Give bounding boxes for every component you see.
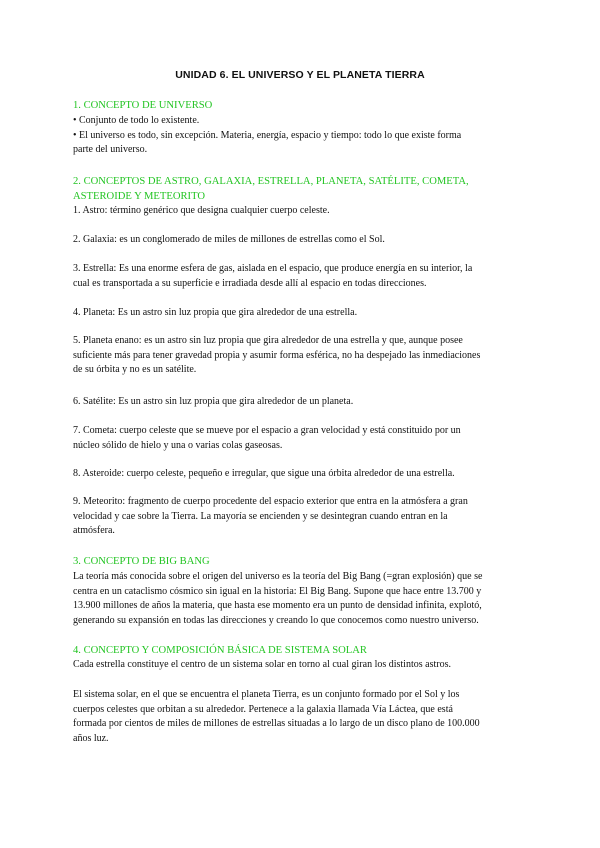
paragraph-line: La teoría más conocida sobre el origen del universo es la teoría del Big Bang (=gran explosión) que se	[73, 571, 483, 582]
paragraph-line: El sistema solar, en el que se encuentra el planeta Tierra, es un conjunto formado por el Sol y los	[73, 689, 460, 700]
section-body-universo	[73, 114, 533, 158]
item-line: 7. Cometa: cuerpo celeste que se mueve por el espacio a gran velocidad y está constituido por un	[73, 425, 461, 436]
heading-line: ASTEROIDE Y METEORITO	[73, 190, 206, 202]
bullet-line: • El universo es todo, sin excepción. Materia, energía, espacio y tiempo: todo lo que existe forma	[73, 129, 462, 141]
item-line: velocidad y cae sobre la Tierra. La mayoría se encienden y se desintegran cuando entran en la	[73, 510, 448, 522]
item-cometa	[73, 424, 533, 453]
item-line: cual es transportada a su superficie e irradiada desde allí al espacio en todas direcciones.	[73, 277, 427, 289]
item-line: núcleo sólido de hielo y una o varias colas gaseosas.	[73, 439, 283, 451]
item-line: 9. Meteorito: fragmento de cuerpo procedente del espacio exterior que entra en la atmósfera a gran	[73, 496, 468, 507]
item-satelite: 6. Satélite: Es un astro sin luz propia que gira alrededor de un planeta.	[73, 396, 354, 407]
paragraph-sistema-solar	[73, 688, 533, 746]
paragraph-estrella-centro: Cada estrella constituye el centro de un sistema solar en torno al cual giran los distintos astros.	[73, 659, 451, 670]
bullet-line: parte del universo.	[73, 144, 148, 155]
item-planeta-enano	[73, 334, 533, 378]
paragraph-line: cuerpos celestes que orbitan a su alrededor. Pertenece a la galaxia llamada Vía Láctea, que está	[73, 703, 453, 715]
paragraph-line: años luz.	[73, 732, 109, 744]
item-astro: 1. Astro: término genérico que designa cualquier cuerpo celeste.	[73, 205, 330, 216]
section-heading-big-bang: 3. CONCEPTO DE BIG BANG	[73, 556, 210, 567]
bullet-line: • Conjunto de todo lo existente.	[73, 115, 200, 126]
item-line: atmósfera.	[73, 525, 115, 536]
paragraph-line: formada por cientos de miles de millones de estrellas situadas a lo largo de un disco plano de 100.000	[73, 718, 480, 729]
heading-line: 2. CONCEPTOS DE ASTRO, GALAXIA, ESTRELLA, PLANETA, SATÉLITE, COMETA,	[73, 176, 469, 187]
item-line: 5. Planeta enano: es un astro sin luz propia que gira alrededor de una estrella y que, aunque posee	[73, 335, 463, 346]
item-line: de su órbita y no es un satélite.	[73, 364, 197, 375]
item-estrella	[73, 262, 533, 291]
item-asteroide: 8. Asteroide: cuerpo celeste, pequeño e irregular, que sigue una órbita alrededor de una estrella.	[73, 468, 455, 479]
paragraph-line: generando su expansión en todas las direcciones y creando lo que conocemos como nuestro universo.	[73, 614, 479, 626]
paragraph-line: centra en un cataclismo cósmico sin igual en la historia: El Big Bang. Supone que hace entre 13.700 y	[73, 585, 482, 597]
section-heading-universo: 1. CONCEPTO DE UNIVERSO	[73, 100, 213, 111]
document-title: UNIDAD 6. EL UNIVERSO Y EL PLANETA TIERRA	[175, 69, 425, 81]
section-heading-conceptos	[73, 175, 533, 204]
item-planeta: 4. Planeta: Es un astro sin luz propia que gira alrededor de una estrella.	[73, 307, 358, 318]
item-line: suficiente más para tener gravedad propia y asumir forma esférica, no ha despejado las inmediaciones	[73, 349, 481, 361]
item-galaxia: 2. Galaxia: es un conglomerado de miles de millones de estrellas como el Sol.	[73, 234, 385, 245]
item-meteorito	[73, 495, 533, 539]
paragraph-line: 13.900 millones de años la materia, que hasta ese momento era un punto de densidad infinita, explotó,	[73, 600, 482, 611]
section-body-big-bang	[73, 570, 533, 628]
section-heading-sistema-solar: 4. CONCEPTO Y COMPOSICIÓN BÁSICA DE SISTEMA SOLAR	[73, 645, 367, 656]
item-line: 3. Estrella: Es una enorme esfera de gas, aislada en el espacio, que produce energía en su interior, la	[73, 263, 473, 274]
